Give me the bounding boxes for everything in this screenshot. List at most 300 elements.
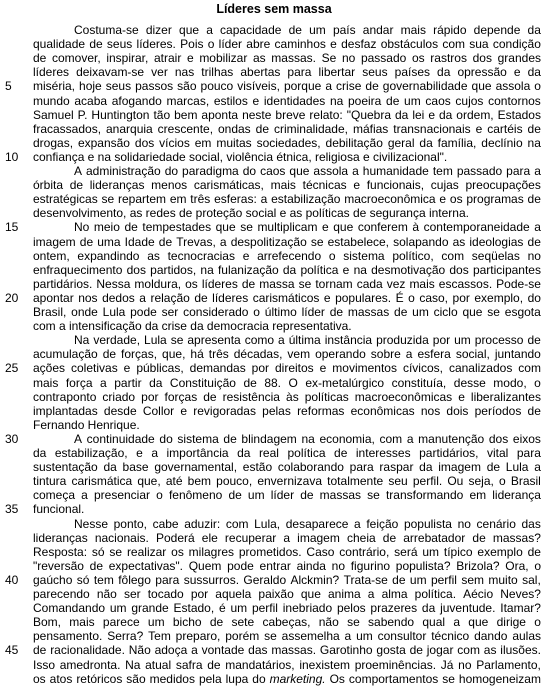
- word: dizer: [145, 23, 172, 37]
- word: ontem,: [33, 248, 70, 263]
- word: por: [251, 361, 270, 376]
- line-number: 45: [5, 643, 19, 658]
- word: há: [190, 347, 204, 362]
- word: juntando: [494, 347, 541, 362]
- word: de: [472, 530, 486, 545]
- word: Brasil,: [33, 305, 67, 319]
- word: passos: [135, 79, 174, 94]
- word: breve: [275, 107, 306, 122]
- word: tocado: [147, 587, 184, 601]
- word: macroeconômicas: [354, 389, 453, 404]
- text-line: [33, 136, 541, 150]
- word: populista: [403, 516, 452, 531]
- word: social: [245, 206, 277, 221]
- word: do: [164, 164, 179, 178]
- word: que: [215, 220, 236, 235]
- word: Trevas,: [176, 234, 216, 249]
- word: de: [527, 403, 541, 418]
- line-number: 35: [5, 502, 19, 517]
- word: tem: [432, 164, 453, 178]
- word: um: [147, 615, 165, 630]
- word: apresenta: [187, 333, 241, 348]
- word: "Quebra: [346, 107, 392, 122]
- word: esgota: [504, 305, 541, 319]
- word: política.: [414, 587, 457, 601]
- word: Trata-se: [343, 572, 388, 587]
- word: repartem: [117, 192, 167, 207]
- word: da: [237, 446, 251, 460]
- word: populista?: [395, 558, 451, 573]
- word: se: [347, 615, 360, 630]
- word: geral: [387, 135, 415, 150]
- word: contornos: [488, 93, 541, 108]
- word: estilos: [213, 93, 248, 108]
- word: da: [527, 65, 541, 80]
- word: abertas: [240, 65, 281, 80]
- word: social,: [455, 347, 490, 362]
- text-line: [33, 376, 541, 390]
- word: com: [442, 37, 465, 52]
- word: vez: [386, 276, 406, 291]
- word: nos: [78, 290, 98, 305]
- word: miséria,: [33, 79, 76, 94]
- word: um: [247, 488, 265, 503]
- word: com: [379, 431, 403, 446]
- word: de: [203, 389, 217, 404]
- word: um: [454, 333, 471, 348]
- word: lideranças: [89, 178, 145, 193]
- text-line: [33, 122, 541, 136]
- word: marcas,: [166, 93, 210, 108]
- word: hoje: [79, 79, 102, 94]
- word: Estados: [497, 107, 541, 122]
- text-line: [33, 94, 541, 108]
- word: força: [65, 375, 93, 390]
- word: as: [147, 248, 160, 263]
- word: Pode-se: [496, 276, 541, 291]
- word: ver: [151, 65, 168, 80]
- word: vícios: [159, 135, 190, 150]
- word: a: [151, 446, 158, 460]
- word: demandas: [189, 361, 246, 376]
- word: que: [462, 305, 483, 319]
- word: bem: [174, 107, 198, 122]
- word: cada: [356, 276, 383, 291]
- word: de: [124, 220, 138, 235]
- word: mais: [69, 615, 95, 630]
- word: lideranças: [33, 530, 88, 545]
- word: de: [527, 234, 541, 249]
- word: de: [394, 305, 408, 319]
- word: libertar: [318, 65, 356, 80]
- word: rápido: [433, 23, 467, 37]
- word: o: [408, 290, 415, 305]
- word: de: [241, 276, 256, 291]
- word: sem: [461, 572, 485, 587]
- word: os: [411, 51, 425, 66]
- word: jogar: [426, 643, 454, 658]
- word: da: [438, 107, 453, 122]
- text-line: [33, 672, 541, 686]
- word: são: [177, 79, 197, 94]
- text-line: [33, 488, 541, 502]
- word: imagem: [297, 530, 340, 545]
- word: a: [58, 319, 66, 334]
- word: massas: [319, 488, 362, 503]
- word: Idade: [124, 234, 155, 249]
- word: debilitação: [325, 135, 383, 150]
- word: forças,: [121, 347, 158, 362]
- word: criminalidade,: [273, 121, 348, 136]
- word: das: [248, 643, 268, 658]
- word: e: [123, 361, 131, 376]
- word: a: [206, 23, 213, 37]
- word: um: [409, 572, 427, 587]
- word: governabilidade: [382, 79, 468, 94]
- word: da: [419, 135, 433, 150]
- word: se: [442, 671, 455, 686]
- word: da: [144, 319, 159, 334]
- word: e: [319, 361, 327, 376]
- word: de: [228, 488, 242, 503]
- word: e: [330, 37, 337, 52]
- word: seus: [105, 79, 132, 94]
- word: da: [395, 107, 409, 122]
- word: que: [179, 23, 200, 37]
- word: alma: [381, 587, 408, 601]
- word: safra: [175, 657, 203, 672]
- word: interesses: [355, 446, 411, 460]
- word: e: [362, 149, 370, 164]
- word: parecendo: [33, 587, 90, 601]
- word: contraponto: [33, 389, 97, 404]
- word: mais: [33, 375, 59, 390]
- text-line: [33, 559, 541, 573]
- word: na: [200, 262, 214, 277]
- word: passado: [360, 51, 407, 66]
- word: a: [352, 164, 359, 178]
- word: porque: [283, 79, 322, 94]
- word: último: [264, 305, 297, 319]
- word: criado: [102, 389, 136, 404]
- word: na: [329, 93, 344, 108]
- word: do: [159, 431, 173, 446]
- word: produzida: [376, 333, 429, 348]
- word: lei: [412, 107, 425, 122]
- word: e: [428, 107, 435, 122]
- word: colaborando: [277, 460, 344, 475]
- word: totalmente: [327, 474, 384, 489]
- word: sua: [469, 37, 489, 52]
- text-line: [33, 347, 541, 361]
- text-line: [74, 333, 541, 347]
- word: carismática: [71, 474, 133, 489]
- word: confiança: [33, 149, 85, 164]
- word: só: [91, 544, 105, 559]
- word: nas: [174, 65, 195, 80]
- word: em: [469, 488, 487, 503]
- word: inexistem: [299, 657, 351, 672]
- word: prometidos.: [238, 544, 302, 559]
- text-line: [33, 390, 541, 404]
- word: anima: [328, 587, 361, 601]
- word: na: [301, 431, 315, 446]
- word: e: [186, 51, 194, 66]
- word: o: [534, 615, 541, 630]
- word: líder: [218, 37, 243, 52]
- word: cabeças,: [262, 615, 311, 630]
- word: e: [439, 192, 447, 207]
- word: líderes: [212, 290, 249, 305]
- word: multiplicam: [257, 220, 318, 235]
- word: a: [354, 516, 361, 531]
- word: atos: [49, 671, 73, 686]
- word: de: [527, 544, 541, 559]
- word: Caso: [306, 544, 335, 559]
- word: populares.: [335, 290, 392, 305]
- word: assola: [313, 164, 349, 178]
- word: os: [171, 544, 184, 559]
- word: implantadas: [33, 403, 98, 418]
- word: públicas,: [136, 361, 184, 376]
- word: os: [449, 192, 463, 207]
- text-line: [74, 23, 541, 37]
- word: as: [252, 51, 266, 66]
- text-line: [33, 601, 541, 615]
- word: obstáculos: [380, 37, 439, 52]
- word: de: [527, 333, 541, 348]
- word: a: [100, 375, 107, 390]
- word: Geraldo: [243, 572, 287, 587]
- word: relato:: [309, 107, 343, 122]
- word: seja,: [468, 474, 494, 489]
- word: fôlego: [118, 572, 151, 587]
- word: Lula: [505, 460, 529, 475]
- word: cenário: [476, 516, 516, 531]
- word: neste: [242, 107, 272, 122]
- word: no: [527, 248, 541, 263]
- word: uma: [97, 234, 121, 249]
- text-line: [33, 206, 541, 220]
- word: forças: [164, 389, 198, 404]
- text-line: [33, 319, 541, 333]
- word: o: [253, 305, 260, 319]
- word: massas.: [271, 643, 317, 658]
- word: perfil: [251, 601, 278, 616]
- word: A: [74, 431, 83, 446]
- word: às: [286, 389, 299, 404]
- word: sal,: [522, 572, 541, 587]
- word: visíveis,: [237, 79, 280, 94]
- word: família,: [437, 135, 477, 150]
- word: opressão: [457, 65, 507, 80]
- word: tornam: [315, 276, 353, 291]
- word: despolitização: [230, 234, 307, 249]
- word: dos: [449, 262, 469, 277]
- word: medidos: [149, 671, 195, 686]
- word: mandatários,: [225, 657, 295, 672]
- word: realizar: [126, 544, 167, 559]
- word: crise: [161, 319, 187, 334]
- word: são: [126, 671, 146, 686]
- word: Poderá: [155, 530, 195, 545]
- word: solapando: [393, 234, 449, 249]
- word: qual: [422, 615, 446, 630]
- word: o: [499, 474, 506, 489]
- word: que: [471, 79, 492, 94]
- word: última: [288, 333, 321, 348]
- text-line: [33, 277, 541, 291]
- word: por: [432, 333, 451, 348]
- line-number: 20: [5, 290, 19, 305]
- word: de: [33, 51, 47, 66]
- word: direitos: [274, 361, 314, 376]
- word: a: [534, 220, 541, 235]
- word: tempestades: [142, 220, 212, 235]
- word: aponta: [201, 107, 239, 122]
- word: a: [219, 234, 227, 249]
- word: "reversão: [33, 558, 84, 573]
- word: Lula,: [254, 516, 281, 531]
- word: P.: [77, 107, 88, 122]
- word: bicho: [172, 615, 202, 630]
- word: anarquia: [106, 121, 153, 136]
- word: partidos,: [150, 262, 197, 277]
- word: da: [149, 375, 163, 390]
- word: a: [325, 79, 333, 94]
- word: cívicos,: [402, 361, 443, 376]
- word: presenciar: [93, 488, 150, 503]
- word: importância: [166, 446, 229, 460]
- word: drogas,: [33, 135, 74, 150]
- word: funcional.: [33, 502, 85, 517]
- word: dois: [446, 403, 469, 418]
- line-number: 10: [5, 149, 19, 164]
- word: abre: [246, 37, 271, 52]
- word: se: [310, 234, 324, 249]
- word: consultor: [377, 629, 427, 644]
- word: dos: [134, 135, 155, 150]
- word: a: [139, 290, 146, 305]
- word: carismáticas,: [193, 178, 264, 193]
- word: mundo: [33, 93, 70, 108]
- text-line: [74, 517, 541, 531]
- word: da: [103, 460, 117, 475]
- word: de: [329, 305, 344, 319]
- word: onde: [71, 305, 98, 319]
- word: ilusões.: [500, 643, 541, 658]
- word: Garotinho: [319, 643, 373, 658]
- word: e: [242, 248, 250, 263]
- word: da: [190, 319, 204, 334]
- word: de: [209, 615, 224, 630]
- word: sistema: [177, 431, 219, 446]
- word: lupa: [225, 671, 249, 686]
- word: condição: [492, 37, 541, 52]
- word: Aécio: [463, 587, 494, 601]
- text-line: [33, 573, 541, 587]
- text-line: [33, 615, 541, 629]
- word: relação: [150, 290, 190, 305]
- word: fracassados,: [33, 121, 102, 136]
- text-line: [33, 51, 541, 65]
- word: reformas: [297, 403, 345, 418]
- word: para: [506, 164, 531, 178]
- word: pelas: [262, 403, 291, 418]
- word: mais: [409, 276, 435, 291]
- word: atual: [145, 657, 172, 672]
- word: mais: [270, 178, 296, 193]
- word: sustentação: [33, 460, 98, 475]
- document-title: Líderes sem massa: [216, 2, 332, 16]
- word: capacidade: [220, 23, 282, 37]
- word: períodos: [474, 403, 522, 418]
- word: massas.: [271, 51, 316, 66]
- word: do: [527, 290, 541, 305]
- word: massas: [347, 305, 390, 319]
- word: Quem: [188, 558, 222, 573]
- word: ciclo: [433, 305, 458, 319]
- word: funcionais,: [366, 178, 425, 193]
- word: e: [252, 93, 260, 108]
- word: administração: [86, 164, 161, 178]
- word: Lula: [144, 333, 167, 348]
- word: partidários.: [33, 276, 93, 291]
- word: ideologias: [469, 234, 524, 249]
- word: retóricos: [76, 671, 123, 686]
- word: Ora,: [505, 558, 529, 573]
- text-line: [33, 643, 541, 657]
- word: constituía,: [391, 375, 447, 390]
- text-line: [33, 587, 541, 601]
- word: Pois: [180, 37, 204, 52]
- line-number: 30: [5, 431, 19, 446]
- word: e: [353, 178, 361, 193]
- word: no: [341, 51, 356, 66]
- word: a: [81, 488, 88, 503]
- word: um: [422, 544, 440, 559]
- word: tem: [93, 572, 114, 587]
- word: tecnocracias: [167, 248, 235, 263]
- word: e: [323, 290, 331, 305]
- text-line: [33, 291, 541, 305]
- word: movimentos: [332, 361, 397, 376]
- word: crescente,: [157, 121, 214, 136]
- word: Se: [321, 51, 337, 66]
- word: qualidade: [33, 37, 86, 52]
- text-line: [33, 249, 541, 263]
- word: o: [156, 488, 163, 503]
- word: cabe: [152, 516, 179, 531]
- word: base: [122, 460, 149, 475]
- word: de: [409, 643, 423, 658]
- word: Parlamento,: [476, 657, 541, 672]
- word: de: [89, 558, 104, 573]
- text-line: [33, 37, 541, 51]
- line-number: 5: [5, 79, 12, 94]
- word: caso,: [419, 290, 449, 305]
- word: blindagem: [241, 431, 297, 446]
- word: Já: [440, 657, 454, 672]
- word: política: [300, 262, 339, 277]
- word: ações: [33, 361, 66, 376]
- word: que: [468, 615, 489, 630]
- word: os: [33, 671, 46, 686]
- word: de: [223, 431, 237, 446]
- word: a: [534, 164, 541, 178]
- word: nacionais.: [94, 530, 149, 545]
- word: mobilizar: [199, 51, 248, 66]
